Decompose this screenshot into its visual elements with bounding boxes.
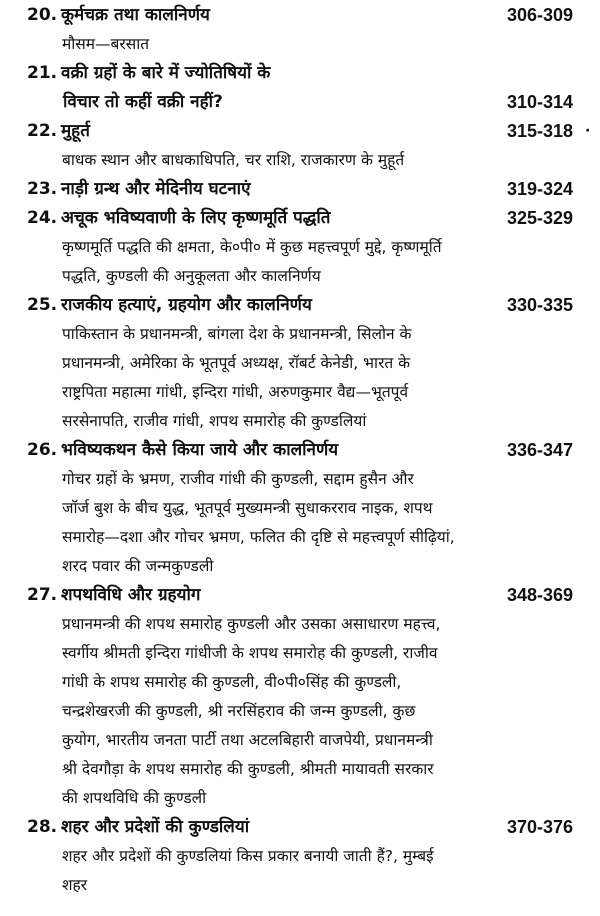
toc-heading: [0, 175, 600, 204]
chapter-subtopics: गोचर ग्रहों के भ्रमण, राजीव गांधी की कुण्डली, सद्दाम हुसैन और: [62, 470, 414, 488]
chapter-number: 28.: [27, 817, 58, 837]
toc-heading: [0, 436, 600, 465]
chapter-number: 24.: [27, 208, 58, 228]
chapter-subtopics: कुयोग, भारतीय जनता पार्टी तथा अटलबिहारी वाजपेयी, प्रधानमन्त्री: [62, 731, 433, 749]
toc-heading: [0, 59, 600, 88]
page-range: 315-318: [506, 121, 573, 141]
chapter-subtopics: बाधक स्थान और बाधकाधिपति, चर राशि, राजकारण के मुहूर्त: [62, 151, 405, 169]
chapter-number: 25.: [27, 295, 58, 315]
chapter-number: 20.: [27, 5, 58, 25]
toc-entry-22: [0, 117, 600, 175]
chapter-subtopics: जॉर्ज बुश के बीच युद्ध, भूतपूर्व मुख्यमन्त्री सुधाकरराव नाइक, शपथ: [62, 499, 433, 517]
stray-print-mark: ·: [585, 123, 591, 139]
toc-heading: [0, 291, 600, 320]
chapter-number: 23.: [27, 179, 58, 199]
page-range: 306-309: [506, 5, 573, 25]
page-range: 325-329: [506, 208, 573, 228]
chapter-title: मुहूर्त: [61, 121, 90, 141]
chapter-subtopics: प्रधानमन्त्री की शपथ समारोह कुण्डली और उसका असाधारण महत्त्व,: [62, 615, 441, 633]
page-range: 330-335: [506, 295, 573, 315]
chapter-title: वक्री ग्रहों के बारे में ज्योतिषियों के: [61, 63, 271, 83]
chapter-title: भविष्यकथन कैसे किया जाये और कालनिर्णय: [61, 440, 339, 460]
chapter-title: अचूक भविष्यवाणी के लिए कृष्णमूर्ति पद्धति: [61, 208, 331, 228]
chapter-title: राजकीय हत्याएं, ग्रहयोग और कालनिर्णय: [61, 295, 312, 315]
chapter-title: कूर्मचक्र तथा कालनिर्णय: [61, 5, 210, 25]
page-range: 336-347: [506, 440, 573, 460]
chapter-subtopics: की शपथविधि की कुण्डली: [62, 789, 207, 807]
chapter-title: शहर और प्रदेशों की कुण्डलियां: [61, 817, 250, 837]
chapter-subtopics: पद्धति, कुण्डली की अनुकूलता और कालनिर्णय: [62, 267, 321, 285]
chapter-number: 26.: [27, 440, 58, 460]
toc-heading: [0, 204, 600, 233]
chapter-title: नाड़ी ग्रन्थ और मेदिनीय घटनाएं: [61, 179, 251, 199]
chapter-number: 21.: [27, 63, 58, 83]
chapter-subtopics: श्री देवगौड़ा के शपथ समारोह की कुण्डली, श्रीमती मायावती सरकार: [62, 760, 434, 778]
chapter-subtopics: कृष्णमूर्ति पद्धति की क्षमता, के०पी० में कुछ महत्त्वपूर्ण मुद्दे, कृष्णमूर्ति: [62, 238, 442, 256]
chapter-subtopics: प्रधानमन्त्री, अमेरिका के भूतपूर्व अध्यक्ष, रॉबर्ट केनेडी, भारत के: [62, 354, 411, 372]
toc-entry-21: [0, 59, 600, 117]
chapter-subtopics: समारोह—दशा और गोचर भ्रमण, फलित की दृष्टि से महत्त्वपूर्ण सीढ़ियां,: [62, 528, 455, 546]
chapter-title: शपथविधि और ग्रहयोग: [61, 585, 201, 605]
chapter-subtopics: शहर और प्रदेशों की कुण्डलियां किस प्रकार बनायी जाती हैं?, मुम्बई: [62, 847, 434, 865]
page-range: 348-369: [506, 585, 573, 605]
toc-entry-26: [0, 436, 600, 581]
toc-entry-23: [0, 175, 600, 204]
chapter-subtopics: सरसेनापति, राजीव गांधी, शपथ समारोह की कुण्डलियां: [62, 412, 367, 430]
toc-entry-24: [0, 204, 600, 291]
chapter-subtopics: गांधी के शपथ समारोह की कुण्डली, वी०पी०सिंह की कुण्डली,: [62, 673, 402, 691]
chapter-subtopics: राष्ट्रपिता महात्मा गांधी, इन्दिरा गांधी, अरुणकुमार वैद्य—भूतपूर्व: [62, 383, 409, 401]
toc-heading: [0, 581, 600, 610]
page-range: 319-324: [506, 179, 573, 199]
chapter-number: 27.: [27, 585, 58, 605]
chapter-subtopics: चन्द्रशेखरजी की कुण्डली, श्री नरसिंहराव की जन्म कुण्डली, कुछ: [62, 702, 416, 720]
chapter-subtopics: स्वर्गीय श्रीमती इन्दिरा गांधीजी के शपथ समारोह की कुण्डली, राजीव: [62, 644, 438, 662]
toc-entry-25: [0, 291, 600, 436]
chapter-title-continued: विचार तो कहीं वक्री नहीं?: [63, 92, 223, 112]
toc-heading: [0, 117, 600, 146]
chapter-number: 22.: [27, 121, 58, 141]
chapter-subtopics: मौसम—बरसात: [62, 35, 150, 53]
page-range: 370-376: [506, 817, 573, 837]
page-range: 310-314: [506, 92, 573, 112]
toc-entry-28: [0, 813, 600, 900]
toc-entry-20: [0, 1, 600, 59]
toc-entry-27: [0, 581, 600, 813]
toc-heading: [0, 813, 600, 842]
chapter-subtopics: शहर: [62, 876, 88, 894]
chapter-subtopics: शरद पवार की जन्मकुण्डली: [62, 557, 214, 575]
toc-heading: [0, 1, 600, 30]
chapter-subtopics: पाकिस्तान के प्रधानमन्त्री, बांगला देश के प्रधानमन्त्री, सिलोन के: [62, 325, 412, 343]
toc-heading-continued: [0, 88, 600, 117]
